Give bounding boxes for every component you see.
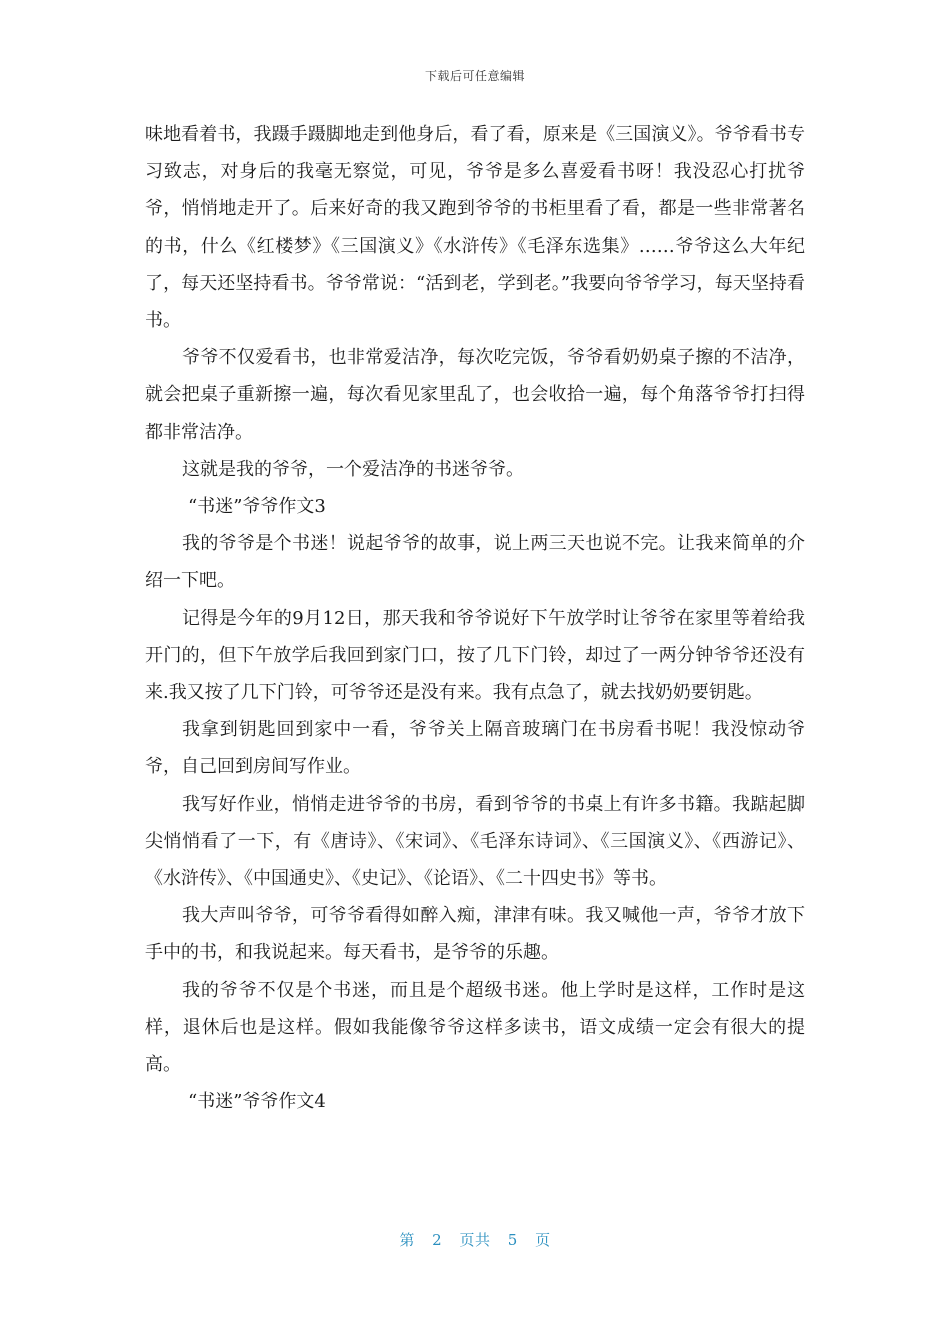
paragraph: 我大声叫爷爷，可爷爷看得如醉入痴，津津有味。我又喊他一声，爷爷才放下手中的书，和我说起来。每天看书，是爷爷的乐趣。 bbox=[145, 905, 805, 964]
section-heading: “书迷”爷爷作文3 bbox=[188, 496, 326, 518]
page-number: 第 2 页共 5 页 bbox=[399, 1231, 551, 1249]
paragraph: 爷爷不仅爱看书，也非常爱洁净，每次吃完饭，爷爷看奶奶桌子擦的不洁净，就会把桌子重新擦一遍，每次看见家里乱了，也会收拾一遍，每个角落爷爷打扫得都非常洁净。 bbox=[145, 347, 805, 443]
paragraph: 记得是今年的9月12日，那天我和爷爷说好下午放学时让爷爷在家里等着给我开门的，但下午放学后我回到家门口，按了几下门铃，却过了一两分钟爷爷还没有来.我又按了几下门铃，可爷爷还是没有来。我有点急了，就去找奶奶要钥匙。 bbox=[145, 607, 805, 704]
paragraph: 我拿到钥匙回到家中一看，爷爷关上隔音玻璃门在书房看书呢！我没惊动爷爷，自己回到房间写作业。 bbox=[145, 719, 805, 778]
paragraph: 我的爷爷不仅是个书迷，而且是个超级书迷。他上学时是这样，工作时是这样，退休后也是这样。假如我能像爷爷这样多读书，语文成绩一定会有很大的提高。 bbox=[145, 979, 805, 1076]
section-heading: “书迷”爷爷作文4 bbox=[188, 1091, 326, 1113]
paragraph: 味地看着书，我蹑手蹑脚地走到他身后，看了看，原来是《三国演义》。爷爷看书专习致志，对身后的我毫无察觉，可见，爷爷是多么喜爱看书呀！我没忍心打扰爷爷，悄悄地走开了。后来好奇的我又跑到爷爷的书柜里看了看，都是一些非常著名的书，什么《红楼梦》《三国演义》《水浒传》《毛泽东选集》……爷爷这么大年纪了，每天还坚持看书。爷爷常说：“活到老，学到老。”我要向爷爷学习，每天坚持看书。 bbox=[145, 124, 805, 332]
paragraph: 我写好作业，悄悄走进爷爷的书房，看到爷爷的书桌上有许多书籍。我踮起脚尖悄悄看了一下，有《唐诗》、《宋词》、《毛泽东诗词》、《三国演义》、《西游记》、《水浒传》、《中国通史》、《史记》、《论语》、《二十四史书》等书。 bbox=[145, 793, 805, 890]
document-body bbox=[145, 116, 805, 1120]
paragraph: 我的爷爷是个书迷！说起爷爷的故事，说上两三天也说不完。让我来简单的介绍一下吧。 bbox=[145, 533, 805, 592]
page-header: 下载后可任意编辑 bbox=[424, 69, 525, 83]
paragraph: 这就是我的爷爷，一个爱洁净的书迷爷爷。 bbox=[182, 458, 524, 480]
